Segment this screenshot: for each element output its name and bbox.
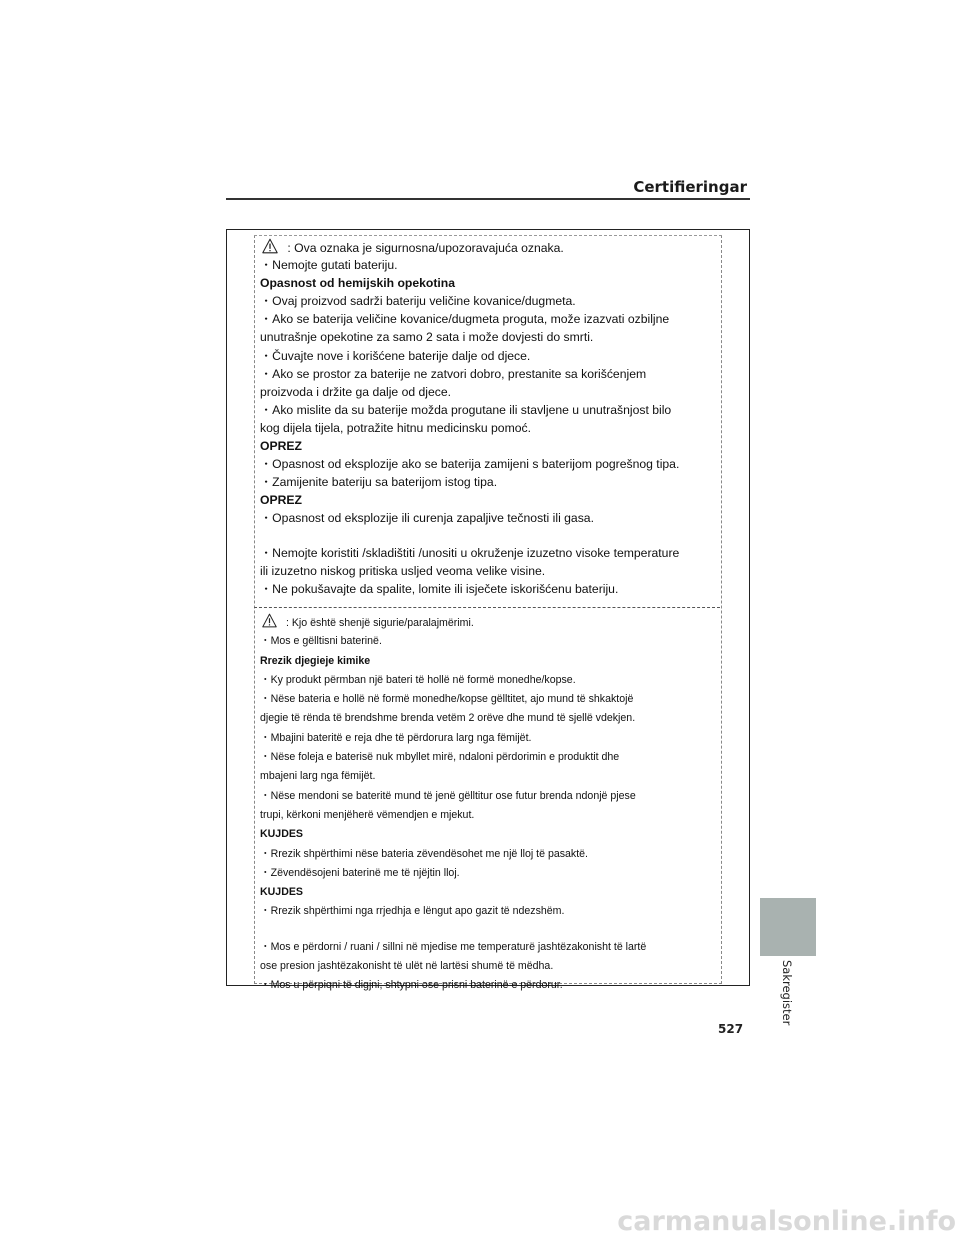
notice-line bbox=[260, 845, 710, 864]
notice-line-text: trupi, kërkoni menjëherë vëmendjen e mjekut. bbox=[260, 808, 475, 821]
notice-line bbox=[260, 238, 710, 256]
notice-line-text: ・Nëse bateria e hollë në formë monedhe/kopse gëlltitet, ajo mund të shkaktojë bbox=[260, 693, 634, 706]
notice-line bbox=[260, 383, 710, 401]
notice-line-text: Opasnost od hemijskih opekotina bbox=[260, 276, 456, 291]
notice-line-text: ・Čuvajte nove i korišćene baterije dalje od djece. bbox=[260, 348, 531, 363]
notice-line bbox=[260, 957, 710, 976]
notice-line bbox=[260, 632, 710, 651]
notice-line-text: ・Zamijenite bateriju sa baterijom istog tipa. bbox=[260, 475, 498, 490]
notice-line-text: Rrezik djegieje kimike bbox=[260, 654, 371, 667]
notice-line bbox=[260, 580, 710, 598]
notice-line-text: ・Opasnost od eksplozije ako se baterija zamijeni s baterijom pogrešnog tipa. bbox=[260, 457, 680, 472]
notice-line bbox=[260, 544, 710, 562]
notice-line-text: ose presion jashtëzakonisht të ulët në lartësi shumë të mëdha. bbox=[260, 960, 554, 973]
notice-line bbox=[260, 767, 710, 786]
notice-line bbox=[260, 455, 710, 473]
notice-line-text: ili izuzetno niskog pritiska usljed veoma velike visine. bbox=[260, 563, 546, 578]
paragraph-spacer bbox=[260, 528, 710, 544]
notice-line-text: ・Ako se prostor za baterije ne zatvori dobro, prestanite sa korišćenjem bbox=[260, 366, 647, 381]
notice-line-text: : Kjo është shenjë sigurie/paralajmërimi. bbox=[283, 617, 474, 629]
notice-line bbox=[260, 310, 710, 328]
chapter-tab-label-text: Sakregister bbox=[780, 960, 794, 1026]
notice-line-text: ・Rrezik shpërthimi nëse bateria zëvendësohet me një lloj të pasaktë. bbox=[260, 847, 588, 860]
notice-line-text: ・Ovaj proizvod sadrži bateriju veličine kovanice/dugmeta. bbox=[260, 294, 576, 309]
notice-line-text: ・Ako mislite da su baterije možda progutane ili stavljene u unutrašnjost bilo bbox=[260, 402, 672, 417]
notice-line-text: KUJDES bbox=[260, 828, 303, 841]
notice-line bbox=[260, 902, 710, 921]
notice-line-text: ・Nemojte koristiti /skladištiti /unositi u okruženje izuzetno visoke temperature bbox=[260, 545, 680, 560]
notice-line-text: OPREZ bbox=[260, 493, 302, 508]
notice-line-text: OPREZ bbox=[260, 439, 302, 454]
notice-heading bbox=[260, 437, 710, 455]
notice-line-text: ・Mos e përdorni / ruani / sillni në mjedise me temperaturë jashtëzakonisht të lartë bbox=[260, 940, 647, 953]
notice-line-text: ・Opasnost od eksplozije ili curenja zapaljive tečnosti ili gasa. bbox=[260, 511, 594, 526]
notice-heading bbox=[260, 652, 710, 671]
notice-heading bbox=[260, 274, 710, 292]
notice-line bbox=[260, 292, 710, 310]
notice-line bbox=[260, 864, 710, 883]
notice-line bbox=[260, 328, 710, 346]
notice-line bbox=[260, 976, 710, 995]
notice-line bbox=[260, 806, 710, 825]
language-divider bbox=[254, 607, 720, 608]
notice-line bbox=[260, 562, 710, 580]
notice-line-text: ・Mos u përpiqni të digjni, shtypni ose prisni baterinë e përdorur. bbox=[260, 979, 563, 992]
chapter-tab-label bbox=[780, 960, 796, 1026]
chapter-tab bbox=[760, 898, 816, 956]
notice-line-text: ・Zëvendësojeni baterinë me të njëjtin lloj. bbox=[260, 866, 460, 879]
watermark: carmanualsonline.info bbox=[617, 1206, 956, 1237]
notice-line bbox=[260, 473, 710, 491]
notice-line-text: ・Nemojte gutati bateriju. bbox=[260, 258, 398, 273]
notice-line bbox=[260, 401, 710, 419]
paragraph-spacer bbox=[260, 922, 710, 938]
notice-line-text: ・Ne pokušavajte da spalite, lomite ili isječete iskorišćenu bateriju. bbox=[260, 581, 619, 596]
notice-line-text: ・Nëse mendoni se bateritë mund të jenë gëlltitur ose futur brenda ndonjë pjese bbox=[260, 789, 636, 802]
notice-line-text: KUJDES bbox=[260, 886, 303, 899]
notice-line-text: mbajeni larg nga fëmijët. bbox=[260, 770, 376, 783]
notice-line bbox=[260, 509, 710, 527]
notice-line bbox=[260, 365, 710, 383]
notice-line bbox=[260, 729, 710, 748]
notice-line-text: proizvoda i držite ga dalje od djece. bbox=[260, 384, 452, 399]
notice-line-text: : Ova oznaka je sigurnosna/upozoravajuća oznaka. bbox=[284, 241, 564, 255]
notice-line-text: ・Mos e gëlltisni baterinë. bbox=[260, 635, 382, 648]
notice-line bbox=[260, 938, 710, 957]
notice-line bbox=[260, 256, 710, 274]
notice-line-text: ・Nëse foleja e baterisë nuk mbyllet mirë, ndaloni përdorimin e produktit dhe bbox=[260, 751, 620, 764]
notice-heading bbox=[260, 491, 710, 509]
notice-line bbox=[260, 787, 710, 806]
notice-line bbox=[260, 347, 710, 365]
safety-notice-albanian bbox=[260, 613, 710, 996]
notice-line-text: kog dijela tijela, potražite hitnu medicinsku pomoć. bbox=[260, 420, 531, 435]
notice-line bbox=[260, 709, 710, 728]
notice-line-text: djegie të rënda të brendshme brenda vetëm 2 orëve dhe mund të sjellë vdekjen. bbox=[260, 712, 636, 725]
notice-line bbox=[260, 690, 710, 709]
safety-notice-bosnian bbox=[260, 238, 710, 598]
notice-line bbox=[260, 419, 710, 437]
notice-line-text: ・Mbajini bateritë e reja dhe të përdorura larg nga fëmijët. bbox=[260, 731, 532, 744]
notice-line bbox=[260, 613, 710, 632]
notice-line bbox=[260, 748, 710, 767]
notice-line-text: ・Ako se baterija veličine kovanice/dugmeta proguta, može izazvati ozbiljne bbox=[260, 312, 670, 327]
notice-line-text: ・Ky produkt përmban një bateri të hollë në formë monedhe/kopse. bbox=[260, 673, 576, 686]
notice-heading bbox=[260, 883, 710, 902]
notice-line-text: ・Rrezik shpërthimi nga rrjedhja e lëngut apo gazit të ndezshëm. bbox=[260, 905, 565, 918]
notice-heading bbox=[260, 825, 710, 844]
notice-line bbox=[260, 671, 710, 690]
header-rule bbox=[226, 198, 750, 200]
notice-line-text: unutrašnje opekotine za samo 2 sata i može dovjesti do smrti. bbox=[260, 330, 594, 345]
page-number: 527 bbox=[718, 1022, 744, 1036]
section-title: Certifieringar bbox=[633, 178, 747, 196]
